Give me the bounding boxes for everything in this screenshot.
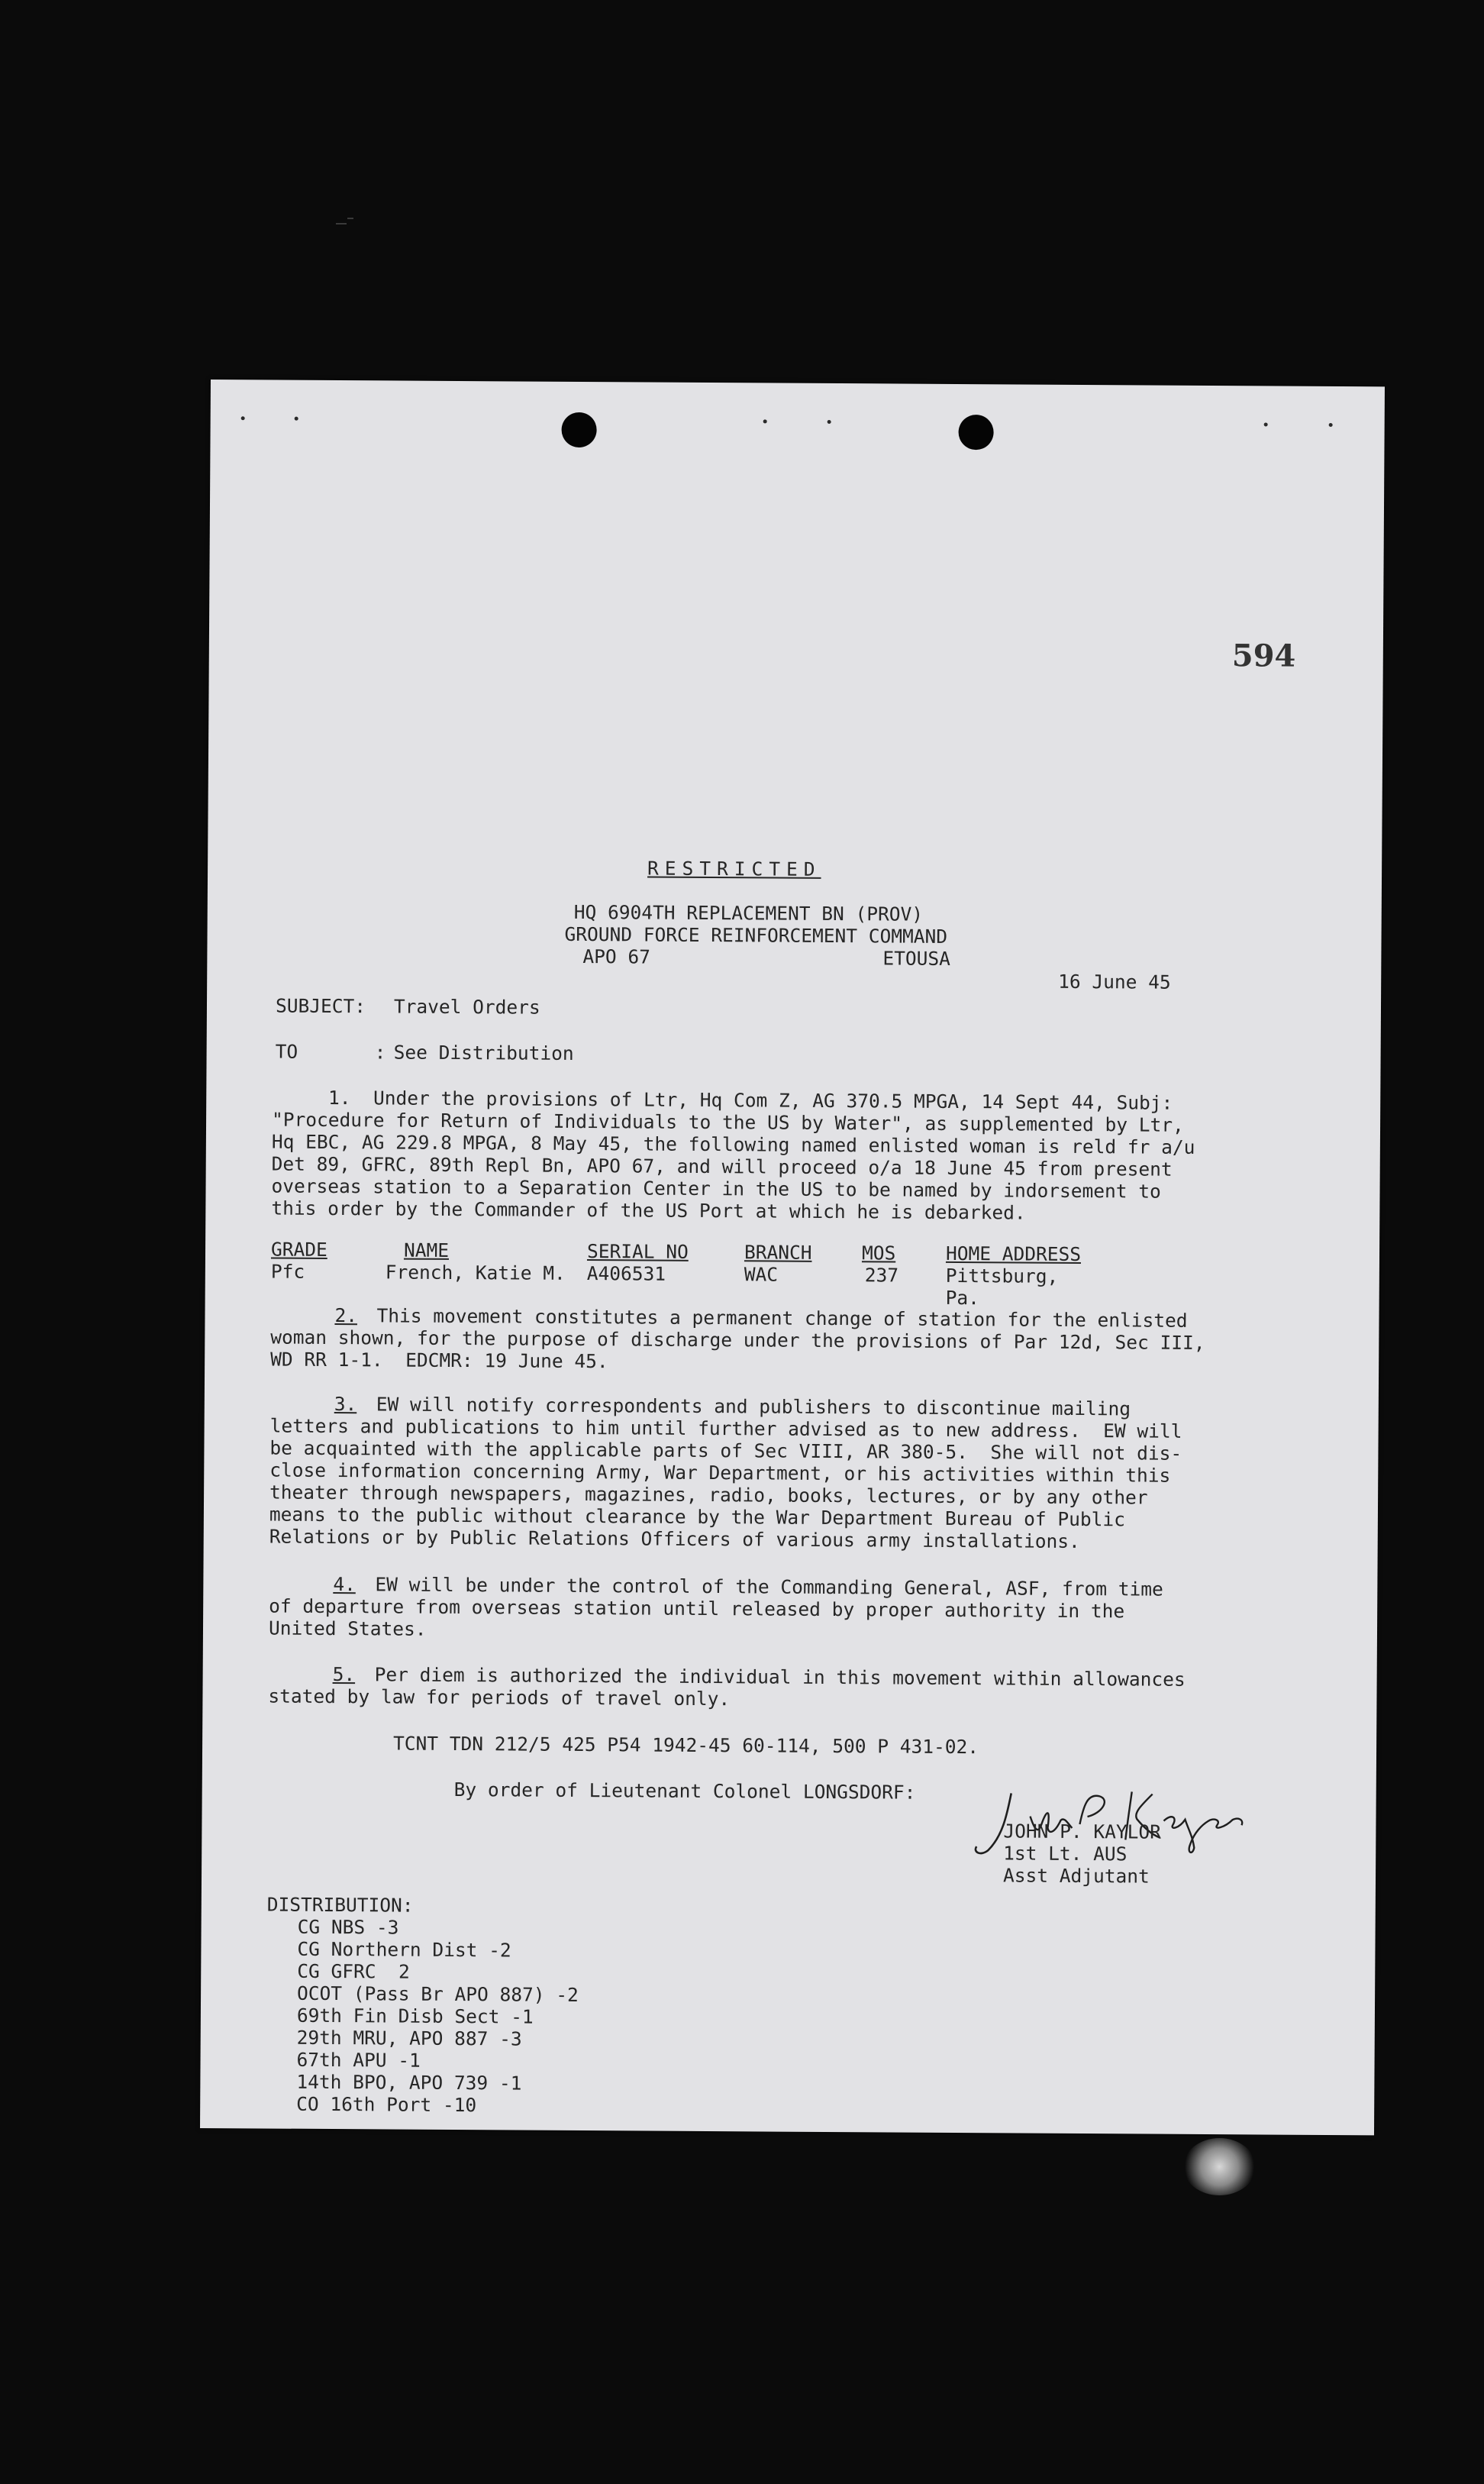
list-item: CG NBS -3: [297, 1915, 399, 1939]
paragraph-line: means to the public without clearance by the War Department Bureau of Public: [269, 1503, 1126, 1531]
subject-value: Travel Orders: [393, 995, 540, 1019]
paper-speck: [1329, 423, 1333, 427]
background-mark: [336, 223, 347, 224]
unit-line-2: GROUND FORCE REINFORCEMENT COMMAND: [564, 922, 948, 948]
list-item: OCOT (Pass Br APO 887) -2: [297, 1982, 579, 2006]
paper-speck: [827, 420, 831, 424]
page-number: 594: [1231, 638, 1296, 674]
paragraph-line: WD RR 1-1. EDCMR: 19 June 45.: [270, 1348, 608, 1373]
paragraph-number: 3.: [334, 1393, 357, 1416]
apo-number: APO 67: [582, 945, 650, 968]
paragraph-line: EW will be under the control of the Commanding General, ASF, from time: [375, 1573, 1163, 1601]
paragraph-line: Relations or by Public Relations Officers of various army installations.: [269, 1525, 1080, 1552]
roster-header-name: NAME: [403, 1239, 450, 1261]
punch-hole-left: [561, 412, 596, 447]
list-item: 29th MRU, APO 887 -3: [296, 2026, 522, 2050]
roster-header-serial: SERIAL NO: [586, 1240, 689, 1263]
roster-header-mos: MOS: [861, 1242, 896, 1265]
background-mark: [347, 218, 353, 219]
paragraph-line: Det 89, GFRC, 89th Repl Bn, APO 67, and will proceed o/a 18 June 45 from present: [271, 1152, 1173, 1181]
paragraph-line: 1. Under the provisions of Ltr, Hq Com Z, AG 370.5 MPGA, 14 Sept 44, Subj:: [272, 1086, 1173, 1114]
roster-cell-address-state: Pa.: [945, 1286, 980, 1310]
roster-cell-address-city: Pittsburg,: [945, 1264, 1059, 1287]
signer-title: Asst Adjutant: [1002, 1864, 1150, 1888]
list-item: CG GFRC 2: [297, 1959, 410, 1983]
signer-rank: 1st Lt. AUS: [1003, 1842, 1128, 1865]
to-value: See Distribution: [393, 1041, 574, 1064]
paragraph-number: 4.: [333, 1573, 356, 1596]
paragraph-line: be acquainted with the applicable parts of Sec VIII, AR 380-5. She will not dis-: [269, 1436, 1182, 1465]
subject-label: SUBJECT:: [275, 994, 366, 1018]
paragraph-line: this order by the Commander of the US Port at which he is debarked.: [271, 1197, 1026, 1224]
paragraph-line: Hq EBC, AG 229.8 MPGA, 8 May 45, the following named enlisted woman is reld fr a/u: [271, 1130, 1195, 1158]
paragraph-line: This movement constitutes a permanent change of station for the enlisted: [376, 1304, 1188, 1332]
theater: ETOUSA: [882, 947, 950, 970]
list-item: 14th BPO, APO 739 -1: [296, 2070, 522, 2095]
paragraph-line: theater through newspapers, magazines, radio, books, lectures, or by any other: [269, 1481, 1148, 1509]
roster-cell-serial: A406531: [586, 1262, 666, 1285]
roster-cell-name: French, Katie M.: [385, 1261, 566, 1284]
roster-cell-grade: Pfc: [270, 1260, 305, 1283]
list-item: CO 16th Port -10: [296, 2092, 477, 2117]
unit-line-1: HQ 6904TH REPLACEMENT BN (PROV): [573, 900, 924, 925]
paragraph-line: close information concerning Army, War Department, or his activities within this: [269, 1458, 1171, 1487]
paragraph-line: letters and publications to him until further advised as to new address. EW will: [269, 1414, 1182, 1442]
roster-cell-branch: WAC: [744, 1263, 779, 1286]
paragraph-line: woman shown, for the purpose of discharge under the provisions of Par 12d, Sec III,: [270, 1326, 1205, 1354]
paragraph-line: EW will notify correspondents and publishers to discontinue mailing: [376, 1393, 1131, 1420]
order-authority-line: By order of Lieutenant Colonel LONGSDORF:: [453, 1778, 916, 1804]
paragraph-line: Per diem is authorized the individual in this movement within allowances: [374, 1663, 1186, 1691]
paper-speck: [295, 417, 298, 421]
paragraph-number: 2.: [334, 1304, 358, 1327]
paper-speck: [241, 416, 245, 420]
roster-cell-mos: 237: [864, 1264, 899, 1287]
roster-header-grade: GRADE: [270, 1238, 327, 1261]
classification-heading: RESTRICTED: [647, 857, 821, 880]
to-label: TO: [275, 1040, 298, 1063]
paragraph-line: United States.: [268, 1617, 427, 1640]
list-item: 67th APU -1: [296, 2048, 421, 2072]
list-item: CG Northern Dist -2: [297, 1937, 511, 1962]
roster-header-address: HOME ADDRESS: [945, 1242, 1082, 1265]
list-item: 69th Fin Disb Sect -1: [296, 2004, 534, 2028]
order-date: 16 June 45: [1058, 970, 1171, 993]
paper-speck: [1264, 422, 1268, 426]
to-separator: :: [374, 1041, 386, 1064]
light-glare: [1183, 2138, 1256, 2195]
signer-name: JOHN P. KAYLOR: [1003, 1820, 1162, 1843]
paragraph-line: "Procedure for Return of Individuals to the US by Water", as supplemented by Ltr,: [271, 1108, 1184, 1136]
fund-citation: TCNT TDN 212/5 425 P54 1942-45 60-114, 500 P 431-02.: [393, 1732, 979, 1759]
paragraph-line: overseas station to a Separation Center in the US to be named by indorsement to: [271, 1174, 1161, 1203]
punch-hole-right: [958, 415, 993, 450]
paragraph-number: 5.: [332, 1663, 356, 1686]
roster-header-branch: BRANCH: [744, 1241, 812, 1264]
paragraph-line: of departure from overseas station until released by proper authority in the: [269, 1594, 1125, 1623]
document-page: [200, 380, 1385, 2135]
distribution-label: DISTRIBUTION:: [266, 1893, 414, 1917]
paragraph-line: stated by law for periods of travel only.: [268, 1685, 731, 1710]
paper-speck: [763, 419, 767, 423]
